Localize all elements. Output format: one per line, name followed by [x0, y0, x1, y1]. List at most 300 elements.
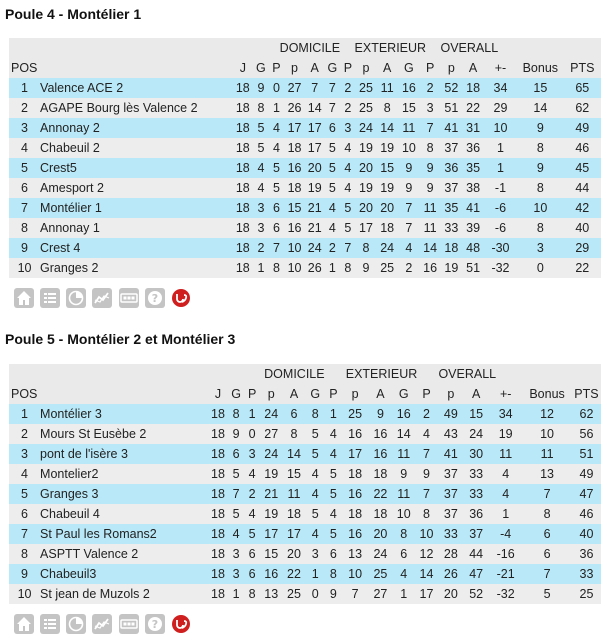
- stat-cell: 6: [244, 564, 261, 584]
- stat-cell: 4: [228, 524, 244, 544]
- stat-cell: 10: [284, 258, 305, 278]
- team-name-cell: Chabeuil 2: [40, 138, 232, 158]
- column-header-row: [9, 384, 601, 404]
- table-row: [9, 524, 601, 544]
- column-header: +-: [499, 387, 512, 401]
- stat-cell: 9: [517, 158, 564, 178]
- column-header: A: [376, 387, 385, 401]
- stat-cell: 1: [228, 584, 244, 604]
- stat-cell: 5: [325, 464, 343, 484]
- stat-cell: 20: [305, 158, 325, 178]
- stat-cell: 21: [305, 198, 325, 218]
- stat-cell: 12: [522, 404, 572, 424]
- table-row: [9, 404, 601, 424]
- stat-cell: 14: [517, 98, 564, 118]
- stat-cell: 18: [441, 238, 463, 258]
- stat-cell: 7: [522, 484, 572, 504]
- stat-cell: 9: [517, 118, 564, 138]
- scoreboard-icon[interactable]: [119, 614, 139, 634]
- column-header: G: [327, 61, 338, 75]
- stat-cell: 6: [269, 218, 285, 238]
- team-name-cell: Crest5: [40, 158, 232, 178]
- column-header: A: [310, 61, 319, 75]
- stat-cell: 18: [208, 504, 229, 524]
- team-name-cell: Montélier 3: [40, 404, 208, 424]
- rank-cell: 10: [9, 584, 40, 604]
- column-header: P: [343, 61, 353, 75]
- stat-cell: 19: [376, 178, 398, 198]
- stat-cell: 8: [306, 404, 325, 424]
- stat-cell: 3: [517, 238, 564, 258]
- stat-cell: 14: [282, 444, 306, 464]
- stat-cell: 21: [305, 218, 325, 238]
- stat-cell: 8: [376, 98, 398, 118]
- stat-cell: -4: [489, 524, 522, 544]
- stat-cell: 44: [463, 544, 489, 564]
- stat-cell: 29: [564, 238, 601, 258]
- stat-cell: 5: [253, 138, 269, 158]
- stat-cell: 6: [269, 198, 285, 218]
- stat-cell: 52: [463, 584, 489, 604]
- stat-cell: 4: [415, 424, 439, 444]
- stat-cell: 33: [463, 464, 489, 484]
- stat-cell: 22: [564, 258, 601, 278]
- stat-cell: 15: [517, 78, 564, 98]
- stat-cell: -32: [484, 258, 517, 278]
- stat-cell: 6: [325, 544, 343, 564]
- stat-cell: 26: [438, 564, 463, 584]
- stat-cell: 9: [253, 78, 269, 98]
- stat-cell: 17: [260, 524, 282, 544]
- stat-cell: 18: [368, 464, 393, 484]
- column-header-pos: POS: [11, 387, 38, 401]
- home-icon[interactable]: [14, 288, 34, 308]
- stat-cell: 11: [489, 444, 522, 464]
- column-header: P: [272, 61, 281, 75]
- team-name-cell: Granges 3: [40, 484, 208, 504]
- line-chart-icon[interactable]: [92, 614, 112, 634]
- stat-cell: 24: [463, 424, 489, 444]
- stat-cell: 8: [228, 404, 244, 424]
- stat-cell: 20: [376, 198, 398, 218]
- stat-cell: 6: [228, 444, 244, 464]
- column-header-pos: POS: [11, 61, 38, 75]
- stat-cell: 18: [462, 78, 484, 98]
- stat-cell: 10: [517, 198, 564, 218]
- rank-cell: 7: [9, 198, 40, 218]
- stat-cell: 47: [572, 484, 601, 504]
- column-header: PTS: [570, 61, 595, 75]
- logo-icon[interactable]: [171, 614, 191, 634]
- stat-cell: 8: [340, 258, 356, 278]
- stat-cell: 18: [208, 404, 229, 424]
- stat-cell: 25: [342, 404, 368, 424]
- stat-cell: 19: [356, 178, 377, 198]
- stat-cell: 9: [398, 158, 420, 178]
- pie-chart-icon[interactable]: [66, 614, 86, 634]
- stat-cell: 4: [325, 504, 343, 524]
- stat-cell: 25: [376, 258, 398, 278]
- rank-cell: 3: [9, 118, 40, 138]
- stat-cell: 5: [325, 524, 343, 544]
- stat-cell: 8: [517, 218, 564, 238]
- home-icon[interactable]: [14, 614, 34, 634]
- stat-cell: -32: [489, 584, 522, 604]
- stat-cell: 4: [398, 238, 420, 258]
- stat-cell: 18: [208, 564, 229, 584]
- stat-cell: 65: [564, 78, 601, 98]
- stat-cell: 4: [306, 464, 325, 484]
- stat-cell: 7: [269, 238, 285, 258]
- list-icon[interactable]: [40, 288, 60, 308]
- table-row: [9, 544, 601, 564]
- stat-cell: 4: [325, 198, 341, 218]
- team-name-cell: Mours St Eusèbe 2: [40, 424, 208, 444]
- stat-cell: 62: [572, 404, 601, 424]
- column-header: J: [214, 387, 222, 401]
- stat-cell: 20: [282, 544, 306, 564]
- stat-cell: 4: [253, 178, 269, 198]
- column-header: P: [247, 387, 257, 401]
- stat-cell: 42: [564, 198, 601, 218]
- group-header-overall: OVERALL: [438, 367, 497, 381]
- table-row: [9, 218, 601, 238]
- team-name-cell: Crest 4: [40, 238, 232, 258]
- stat-cell: 2: [244, 484, 261, 504]
- stat-cell: 7: [415, 484, 439, 504]
- stat-cell: 8: [415, 504, 439, 524]
- stat-cell: 16: [368, 444, 393, 464]
- stat-cell: 6: [282, 404, 306, 424]
- stat-cell: 16: [420, 258, 441, 278]
- stat-cell: 30: [463, 444, 489, 464]
- team-name-cell: AGAPE Bourg lès Valence 2: [40, 98, 232, 118]
- stat-cell: 3: [228, 564, 244, 584]
- stat-cell: 5: [522, 584, 572, 604]
- stat-cell: 34: [489, 404, 522, 424]
- rank-cell: 5: [9, 158, 40, 178]
- stat-cell: 27: [368, 584, 393, 604]
- stat-cell: 7: [340, 238, 356, 258]
- column-header-team: [40, 58, 232, 78]
- stat-cell: 4: [306, 524, 325, 544]
- svg-text:?: ?: [151, 618, 159, 632]
- stat-cell: 41: [441, 118, 463, 138]
- column-header: G: [404, 61, 414, 75]
- stat-cell: 6: [393, 544, 415, 564]
- stat-cell: 5: [306, 444, 325, 464]
- stat-cell: 62: [564, 98, 601, 118]
- rank-cell: 1: [9, 78, 40, 98]
- stat-cell: 37: [463, 524, 489, 544]
- column-header: P: [329, 387, 338, 401]
- stat-cell: 8: [325, 564, 343, 584]
- group-header-overall: OVERALL: [440, 41, 499, 55]
- group-header-home: DOMICILE: [264, 367, 325, 381]
- column-header: A: [383, 61, 392, 75]
- rank-cell: 6: [9, 504, 40, 524]
- stat-cell: 35: [441, 198, 463, 218]
- stat-cell: 9: [415, 464, 439, 484]
- stat-cell: 18: [232, 198, 253, 218]
- table-row: [9, 138, 601, 158]
- stat-cell: 18: [342, 464, 368, 484]
- stat-cell: 8: [522, 504, 572, 524]
- stat-cell: 13: [522, 464, 572, 484]
- stat-cell: 2: [398, 258, 420, 278]
- stat-cell: 5: [228, 504, 244, 524]
- stat-cell: 17: [284, 118, 305, 138]
- stat-cell: 2: [420, 78, 441, 98]
- column-header: P: [425, 61, 435, 75]
- group-header-away: EXTERIEUR: [345, 367, 418, 381]
- stat-cell: 1: [325, 258, 341, 278]
- stat-cell: 36: [572, 544, 601, 564]
- stat-cell: 2: [325, 238, 341, 258]
- table-row: [9, 258, 601, 278]
- team-name-cell: Granges 2: [40, 258, 232, 278]
- stat-cell: 5: [325, 178, 341, 198]
- stat-cell: 13: [342, 544, 368, 564]
- stat-cell: 45: [564, 158, 601, 178]
- stat-cell: 16: [284, 158, 305, 178]
- stat-cell: 16: [368, 424, 393, 444]
- stat-cell: 7: [522, 564, 572, 584]
- group-header-away: EXTERIEUR: [354, 41, 427, 55]
- stat-cell: 1: [489, 504, 522, 524]
- svg-text:?: ?: [151, 292, 159, 306]
- stat-cell: 27: [284, 78, 305, 98]
- stat-cell: 49: [564, 118, 601, 138]
- stat-cell: 51: [462, 258, 484, 278]
- stat-cell: 5: [253, 118, 269, 138]
- stat-cell: 10: [342, 564, 368, 584]
- stat-cell: 25: [368, 564, 393, 584]
- stat-cell: 1: [306, 564, 325, 584]
- stat-cell: 3: [253, 218, 269, 238]
- group-header-row: [9, 38, 601, 58]
- table-row: [9, 584, 601, 604]
- stat-cell: 15: [463, 404, 489, 424]
- stat-cell: -21: [489, 564, 522, 584]
- stat-cell: 7: [305, 78, 325, 98]
- stat-cell: 18: [208, 524, 229, 544]
- team-name-cell: St jean de Muzols 2: [40, 584, 208, 604]
- stat-cell: 18: [232, 178, 253, 198]
- stat-cell: 39: [462, 218, 484, 238]
- table-row: [9, 198, 601, 218]
- stat-cell: 34: [484, 78, 517, 98]
- stat-cell: 1: [269, 98, 285, 118]
- section-title-poule4: Poule 4 - Montélier 1: [5, 6, 142, 22]
- rank-cell: 1: [9, 404, 40, 424]
- stat-cell: 27: [260, 424, 282, 444]
- stat-cell: 7: [325, 98, 341, 118]
- stat-cell: 4: [325, 424, 343, 444]
- stat-cell: 18: [284, 178, 305, 198]
- stat-cell: 12: [415, 544, 439, 564]
- stat-cell: 18: [342, 504, 368, 524]
- stat-cell: 25: [356, 78, 377, 98]
- stat-cell: 18: [232, 258, 253, 278]
- rank-cell: 9: [9, 238, 40, 258]
- stat-cell: 48: [462, 238, 484, 258]
- stat-cell: 49: [438, 404, 463, 424]
- stat-cell: 8: [356, 238, 377, 258]
- stat-cell: 18: [368, 504, 393, 524]
- stat-cell: 4: [325, 218, 341, 238]
- stat-cell: 16: [342, 524, 368, 544]
- stat-cell: 15: [260, 544, 282, 564]
- column-header-team: [40, 384, 208, 404]
- stat-cell: 19: [356, 138, 377, 158]
- stat-cell: 17: [342, 444, 368, 464]
- stat-cell: 19: [305, 178, 325, 198]
- stat-cell: 17: [305, 118, 325, 138]
- stat-cell: 37: [438, 504, 463, 524]
- stat-cell: 7: [398, 218, 420, 238]
- stat-cell: 18: [232, 78, 253, 98]
- column-header: A: [289, 387, 299, 401]
- stat-cell: 14: [420, 238, 441, 258]
- stat-cell: 21: [260, 484, 282, 504]
- stat-cell: 4: [340, 158, 356, 178]
- stat-cell: -16: [489, 544, 522, 564]
- stat-cell: 5: [269, 178, 285, 198]
- stat-cell: 37: [438, 464, 463, 484]
- stat-cell: 1: [393, 584, 415, 604]
- stat-cell: 46: [564, 138, 601, 158]
- stat-cell: 3: [340, 118, 356, 138]
- stat-cell: 9: [393, 464, 415, 484]
- column-header: Bonus: [522, 61, 559, 75]
- table-row: [9, 158, 601, 178]
- rank-cell: 10: [9, 258, 40, 278]
- stat-cell: 5: [325, 484, 343, 504]
- stat-cell: 4: [340, 178, 356, 198]
- stat-cell: 19: [441, 258, 463, 278]
- stat-cell: 2: [340, 98, 356, 118]
- stat-cell: 36: [463, 504, 489, 524]
- stat-cell: 3: [420, 98, 441, 118]
- stat-cell: 3: [244, 444, 261, 464]
- stat-cell: 18: [232, 218, 253, 238]
- stat-cell: 9: [420, 178, 441, 198]
- stat-cell: 4: [244, 464, 261, 484]
- stat-cell: 10: [522, 424, 572, 444]
- stat-cell: 18: [232, 118, 253, 138]
- stat-cell: 8: [269, 258, 285, 278]
- rank-cell: 9: [9, 564, 40, 584]
- standings-panel-poule4: [9, 38, 601, 278]
- stat-cell: 4: [489, 484, 522, 504]
- team-name-cell: ASPTT Valence 2: [40, 544, 208, 564]
- stat-cell: 20: [368, 524, 393, 544]
- stat-cell: 18: [232, 238, 253, 258]
- stat-cell: 36: [462, 138, 484, 158]
- stat-cell: 17: [282, 524, 306, 544]
- team-name-cell: St Paul les Romans2: [40, 524, 208, 544]
- rank-cell: 7: [9, 524, 40, 544]
- list-icon[interactable]: [40, 614, 60, 634]
- stat-cell: 24: [260, 444, 282, 464]
- stat-cell: 6: [244, 544, 261, 564]
- stat-cell: 1: [253, 258, 269, 278]
- column-header: Bonus: [529, 387, 565, 401]
- stat-cell: -6: [484, 198, 517, 218]
- stat-cell: 37: [441, 138, 463, 158]
- stat-cell: 18: [208, 544, 229, 564]
- stat-cell: 11: [282, 484, 306, 504]
- stat-cell: 15: [284, 198, 305, 218]
- table-row: [9, 78, 601, 98]
- stat-cell: 10: [415, 524, 439, 544]
- logo-icon[interactable]: [171, 288, 191, 308]
- stat-cell: 4: [269, 138, 285, 158]
- stat-cell: -30: [484, 238, 517, 258]
- stat-cell: 5: [228, 464, 244, 484]
- stat-cell: 33: [463, 484, 489, 504]
- column-header: PTS: [574, 387, 599, 401]
- stat-cell: 24: [376, 238, 398, 258]
- stat-cell: 5: [340, 218, 356, 238]
- pie-chart-icon[interactable]: [66, 288, 86, 308]
- team-name-cell: Chabeuil 4: [40, 504, 208, 524]
- stat-cell: 9: [325, 584, 343, 604]
- stat-cell: 11: [522, 444, 572, 464]
- stat-cell: 18: [208, 584, 229, 604]
- stat-cell: 15: [376, 158, 398, 178]
- scoreboard-icon[interactable]: [119, 288, 139, 308]
- stat-cell: 11: [393, 444, 415, 464]
- column-header: p: [362, 61, 370, 75]
- stat-cell: 10: [484, 118, 517, 138]
- stat-cell: 0: [269, 78, 285, 98]
- help-icon[interactable]: [145, 288, 165, 308]
- stat-cell: 24: [305, 238, 325, 258]
- stat-cell: 14: [305, 98, 325, 118]
- stat-cell: 11: [420, 218, 441, 238]
- stat-cell: 2: [415, 404, 439, 424]
- stat-cell: 40: [564, 218, 601, 238]
- stat-cell: 8: [393, 524, 415, 544]
- stat-cell: 40: [572, 524, 601, 544]
- stat-cell: 5: [306, 424, 325, 444]
- stat-cell: 5: [269, 158, 285, 178]
- team-name-cell: Amesport 2: [40, 178, 232, 198]
- stat-cell: 25: [356, 98, 377, 118]
- stat-cell: 11: [393, 484, 415, 504]
- stat-cell: 33: [572, 564, 601, 584]
- rank-cell: 8: [9, 544, 40, 564]
- help-icon[interactable]: [145, 614, 165, 634]
- column-header: G: [310, 387, 321, 401]
- stat-cell: 7: [325, 78, 341, 98]
- stat-cell: -1: [484, 178, 517, 198]
- column-header: p: [447, 387, 455, 401]
- standings-table-poule4: [9, 38, 601, 278]
- table-row: [9, 424, 601, 444]
- stat-cell: 38: [462, 178, 484, 198]
- stat-cell: 46: [572, 504, 601, 524]
- stat-cell: 26: [284, 98, 305, 118]
- line-chart-icon[interactable]: [92, 288, 112, 308]
- rank-cell: 3: [9, 444, 40, 464]
- stat-cell: 11: [420, 198, 441, 218]
- stat-cell: 0: [306, 584, 325, 604]
- stat-cell: 41: [462, 198, 484, 218]
- stat-cell: 9: [228, 424, 244, 444]
